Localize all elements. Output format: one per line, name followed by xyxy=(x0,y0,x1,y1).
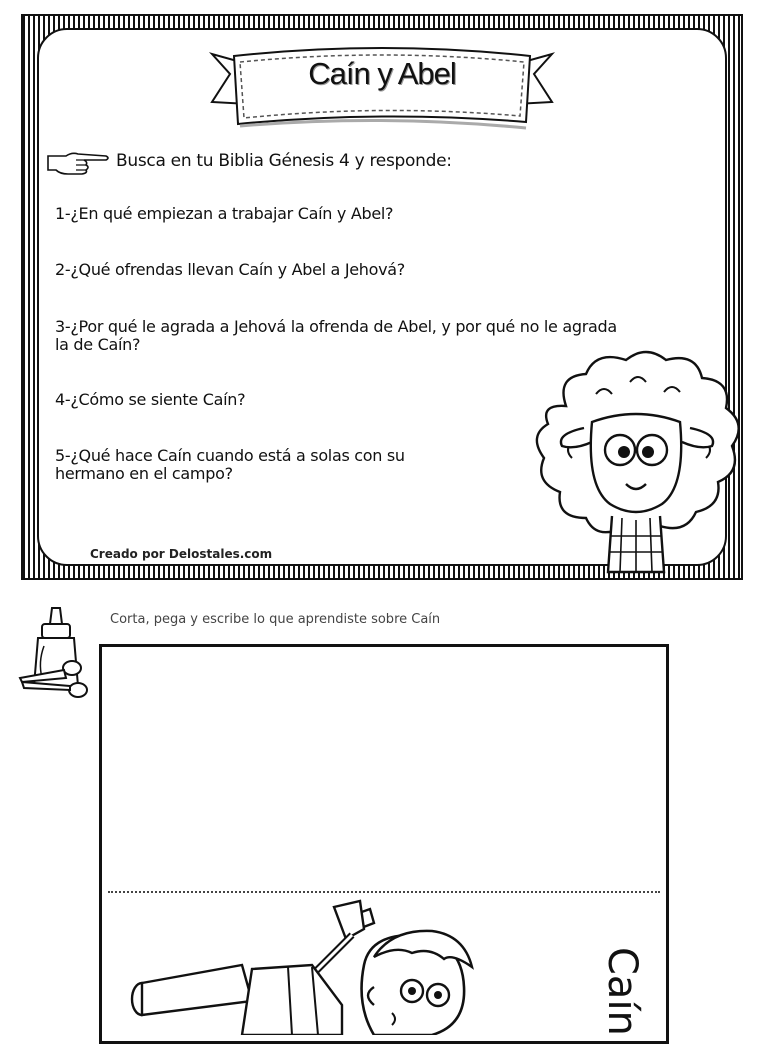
cut-instruction-text: Corta, pega y escribe lo que aprendiste sobre Caín xyxy=(110,612,441,627)
credit-text: Creado por Delostales.com xyxy=(90,547,273,561)
fold-line xyxy=(108,891,660,893)
question-2: 2-¿Qué ofrendas llevan Caín y Abel a Jehová? xyxy=(55,260,405,279)
question-4: 4-¿Cómo se siente Caín? xyxy=(55,390,246,409)
question-1: 1-¿En qué empiezan a trabajar Caín y Abel? xyxy=(55,204,394,223)
pointing-hand-icon xyxy=(46,148,112,178)
cutout-panel xyxy=(99,644,669,1044)
glue-scissors-illustration xyxy=(16,606,96,702)
title-banner xyxy=(204,40,560,144)
sheep-illustration xyxy=(526,346,746,580)
question-5: 5-¿Qué hace Caín cuando está a solas con su hermano en el campo? xyxy=(55,446,405,483)
cain-illustration xyxy=(112,895,512,1035)
instruction-text: Busca en tu Biblia Génesis 4 y responde: xyxy=(116,151,452,171)
cain-label: Caín xyxy=(599,947,645,1036)
question-3: 3-¿Por qué le agrada a Jehová la ofrenda de Abel, y por qué no le agrada la de Caín? xyxy=(55,317,617,354)
worksheet-title: Caín y Abel xyxy=(308,56,456,91)
